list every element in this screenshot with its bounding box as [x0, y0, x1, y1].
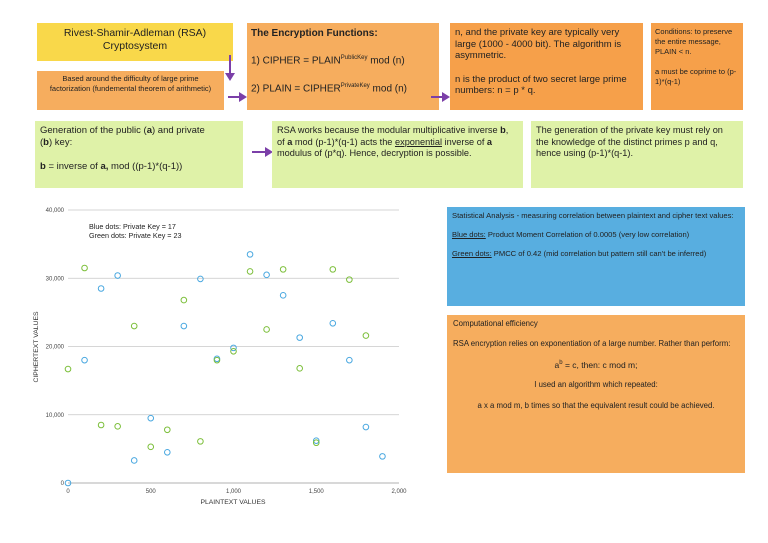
green-data-point — [65, 366, 71, 372]
cipher-formula-main: 1) CIPHER = PLAIN — [251, 55, 341, 67]
x-axis-label: PLAINTEXT VALUES — [200, 499, 266, 506]
keygen-line-3 — [40, 161, 238, 173]
green-data-point — [181, 297, 187, 303]
blue-data-point — [363, 424, 369, 430]
stats-green — [452, 249, 740, 259]
stats-blue — [452, 230, 740, 240]
stats-green-text: PMCC of 0.42 (mid correlation but pattern still can't be inferred) — [491, 249, 707, 258]
title-line-1: Rivest-Shamir-Adleman (RSA) — [63, 27, 207, 39]
green-data-point — [264, 327, 270, 333]
green-data-point — [115, 424, 121, 430]
y-tick-label: 40,000 — [45, 208, 64, 214]
works-exponential: exponential — [394, 136, 442, 147]
x-tick-label: 1,500 — [308, 489, 324, 495]
keygen-line-3-text: = inverse of — [45, 161, 101, 172]
stats-blue-text: Product Moment Correlation of 0.0005 (very low correlation) — [485, 230, 690, 239]
blue-data-point — [165, 449, 171, 455]
y-tick-label: 30,000 — [45, 276, 64, 283]
conditions-text-1: Conditions: to preserve the entire message, PLAIN < n. — [655, 27, 733, 56]
conditions-text-2: a must be coprime to (p-1)*(q-1) — [655, 67, 737, 86]
works-text-5: mod (p-1)*(q-1) acts the — [292, 136, 395, 147]
formula-exponent: b — [559, 360, 563, 366]
formula-rest: = c, then: c mod m; — [562, 359, 638, 370]
blue-data-point — [198, 276, 204, 282]
blue-data-point — [297, 335, 303, 341]
stats-intro: Statistical Analysis - measuring correlation between plaintext and cipher text values: — [452, 211, 734, 220]
green-data-point — [165, 427, 171, 433]
axis-ticks — [46, 208, 408, 495]
x-tick-label: 500 — [145, 489, 156, 495]
works-text-3: , of — [277, 125, 509, 147]
keys-text-1: n, and the private key are typically very large (1000 - 4000 bit). The algorithm is asymmetric. — [455, 27, 622, 61]
formula-base: a — [554, 359, 560, 370]
blue-data-point — [380, 454, 386, 460]
works-a-2: a — [486, 136, 493, 147]
efficiency-text-1: RSA encryption relies on exponentiation of a large number. Rather than perform: — [453, 338, 731, 348]
stats-box — [447, 207, 745, 306]
cipher-formula — [251, 52, 435, 67]
works-a: a — [287, 136, 293, 147]
encryption-heading: The Encryption Functions: — [251, 28, 378, 39]
green-data-point — [363, 333, 369, 339]
keygen-line-1-text: Generation of the public ( — [40, 125, 147, 136]
green-data-point — [82, 265, 88, 271]
rsa-works-box — [272, 121, 523, 188]
public-key-symbol: a — [146, 125, 152, 136]
x-tick-label: 2,000 — [391, 489, 407, 495]
x-tick-label: 0 — [66, 489, 70, 495]
blue-data-point — [280, 293, 286, 299]
plain-formula-main: 2) PLAIN = CIPHER — [251, 83, 341, 95]
legend-green: Green dots: Private Key = 23 — [89, 231, 182, 240]
legend-blue: Blue dots: Private Key = 17 — [89, 222, 176, 231]
works-text-9: modulus of (p*q). Hence, decryption is possible. — [277, 148, 472, 158]
title-line-2: Cryptosystem — [102, 40, 168, 52]
conditions-box — [651, 23, 743, 110]
blue-data-point — [264, 272, 270, 278]
private-key-symbol: b — [43, 137, 49, 148]
plain-formula-mod: mod (n) — [369, 83, 408, 95]
efficiency-heading: Computational efficiency — [453, 319, 538, 328]
y-axis-label: CIPHERTEXT VALUES — [33, 311, 40, 383]
blue-data-point — [131, 458, 137, 464]
green-data-point — [98, 422, 104, 428]
green-data-point — [280, 267, 286, 273]
efficiency-text-3: a x a mod m, b times so that the equivalent result could be achieved. — [477, 400, 715, 410]
cipher-formula-mod: mod (n) — [367, 55, 405, 67]
right-arrow-icon — [252, 146, 274, 158]
keygen-line-2-open: ( — [40, 137, 44, 148]
private-key-box — [531, 121, 743, 188]
encryption-box — [247, 23, 439, 110]
efficiency-box — [447, 315, 745, 473]
green-data-point — [231, 348, 237, 354]
basis-box — [37, 71, 224, 110]
data-points — [65, 252, 385, 486]
keygen-line-1 — [40, 125, 238, 137]
blue-data-point — [347, 357, 353, 363]
y-tick-label: 10,000 — [45, 412, 64, 419]
keygen-box — [35, 121, 243, 188]
efficiency-text-2: I used an algorithm which repeated: — [534, 380, 658, 390]
title-box — [37, 23, 233, 61]
scatter-chart — [0, 200, 430, 515]
green-data-point — [297, 366, 303, 372]
blue-data-point — [115, 273, 121, 279]
y-tick-label: 0 — [60, 481, 64, 487]
keys-box — [450, 23, 643, 110]
keygen-b-symbol: b — [40, 161, 46, 172]
keygen-line-3-mod: mod ((p-1)*(q-1)) — [108, 161, 183, 172]
efficiency-formula — [453, 358, 739, 370]
stats-green-label: Green dots: — [452, 249, 492, 258]
keygen-line-2 — [40, 137, 238, 149]
blue-data-point — [247, 252, 253, 258]
plain-formula-exponent: PrivateKey — [340, 83, 370, 90]
blue-data-point — [82, 357, 88, 363]
keygen-a-symbol: a, — [100, 161, 109, 172]
keys-text-2: n is the product of two secret large prime numbers: n = p * q. — [455, 73, 627, 96]
keygen-line-1-end: ) and private — [151, 125, 205, 136]
green-data-point — [148, 444, 154, 450]
works-text-1: RSA works because the modular multiplicative inverse — [277, 125, 501, 135]
blue-data-point — [98, 286, 104, 292]
grid-lines — [68, 210, 399, 483]
blue-data-point — [181, 323, 187, 329]
right-arrow-icon — [228, 91, 248, 103]
down-arrow-icon — [222, 55, 238, 83]
x-tick-label: 1,000 — [225, 489, 242, 495]
blue-data-point — [330, 320, 336, 326]
private-key-text: The generation of the private key must rely on the knowledge of the distinct primes p and q, hence using (p-1)*(q-1). — [536, 125, 723, 158]
plain-formula — [251, 80, 435, 95]
basis-text: Based around the difficulty of large prime factorization (fundemental theorem of arithmetic) — [49, 74, 212, 93]
green-data-point — [247, 269, 253, 275]
right-arrow-icon — [431, 91, 451, 103]
green-data-point — [198, 439, 204, 445]
works-text-7: inverse of — [441, 136, 487, 147]
green-data-point — [330, 267, 336, 273]
y-tick-label: 20,000 — [45, 344, 64, 351]
green-data-point — [131, 323, 137, 329]
blue-data-point — [148, 415, 154, 421]
keygen-line-2-end: ) key: — [48, 137, 73, 148]
green-data-point — [347, 277, 353, 283]
works-b: b — [500, 125, 506, 135]
cipher-formula-exponent: PublicKey — [340, 55, 368, 61]
stats-blue-label: Blue dots: — [452, 230, 486, 239]
